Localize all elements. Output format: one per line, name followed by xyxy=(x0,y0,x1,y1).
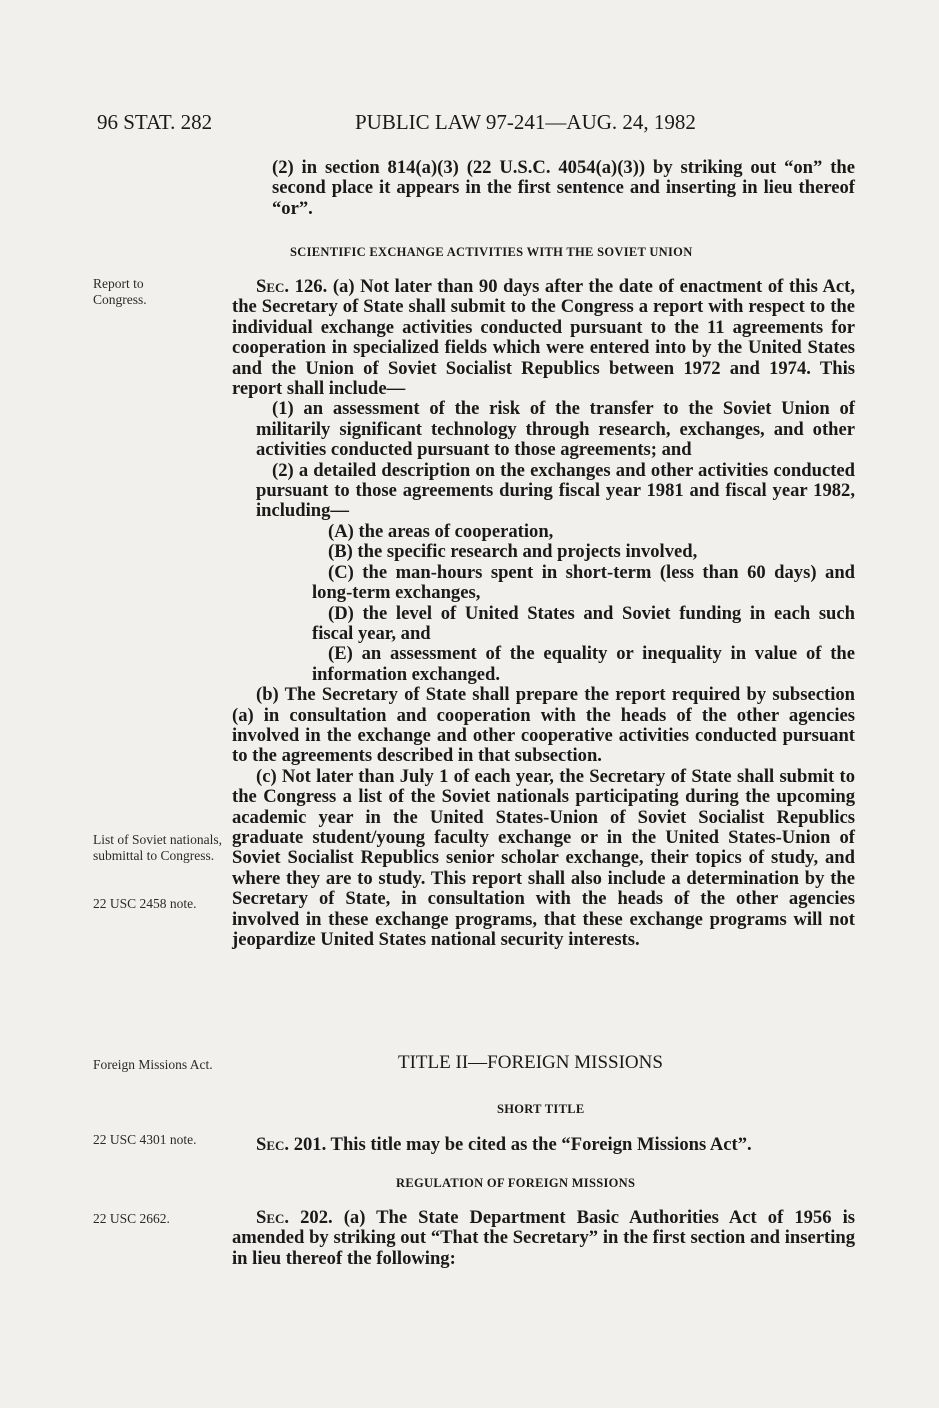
section-126-b: (b) The Secretary of State shall prepare the report required by subsection (a) in consultation and cooperation with the heads of the other agencies involved in the exchange and other cooperative activities conducted pursuant to the agreements described in that subsection. xyxy=(232,684,855,767)
section-126 xyxy=(232,277,855,950)
section-126-sub-e: (E) an assessment of the equality or inequality in value of the information exchanged. xyxy=(312,643,855,685)
section-201 xyxy=(232,1135,855,1155)
margin-note-report: Report to Congress. xyxy=(93,276,147,307)
section-126-a: Sec. 126. (a) Not later than 90 days after the date of enactment of this Act, the Secretary of State shall submit to the Congress a report with respect to the individual exchange activities conducted pursuant to the 11 agreements for cooperation in specialized fields which were entered into by the United States and the Union of Soviet Socialist Republics between 1972 and 1974. This report shall include— xyxy=(232,276,855,400)
heading-regulation: REGULATION OF FOREIGN MISSIONS xyxy=(396,1176,636,1190)
section-201-text: Sec. 201. This title may be cited as the “Foreign Missions Act”. xyxy=(256,1134,752,1155)
sec-label: Sec. xyxy=(256,276,290,297)
section-126-item-2: (2) a detailed description on the exchanges and other activities conducted pursuant to those agreements during fiscal year 1981 and fiscal year 1982, including— xyxy=(256,459,855,522)
margin-note-usc-2458: 22 USC 2458 note. xyxy=(93,896,197,911)
title-ii-heading: TITLE II—FOREIGN MISSIONS xyxy=(398,1052,663,1073)
margin-note-foreign-missions-act: Foreign Missions Act. xyxy=(93,1057,213,1072)
section-126-sub-b: (B) the specific research and projects involved, xyxy=(328,541,698,563)
section-202 xyxy=(232,1208,855,1269)
stat-page-number: 96 STAT. 282 xyxy=(97,110,213,134)
heading-scientific-exchange: SCIENTIFIC EXCHANGE ACTIVITIES WITH THE SOVIET UNION xyxy=(290,245,693,259)
margin-note-usc-4301: 22 USC 4301 note. xyxy=(93,1132,197,1147)
running-header: PUBLIC LAW 97-241—AUG. 24, 1982 xyxy=(355,110,696,134)
section-126-sub-a: (A) the areas of cooperation, xyxy=(328,520,554,542)
margin-note-list: List of Soviet nationals, submittal to Congress. xyxy=(93,832,222,863)
section-126-c: (c) Not later than July 1 of each year, the Secretary of State shall submit to the Congress a list of the Soviet nationals participating during the upcoming academic year in the United States-Union of Soviet Socialist Republics graduate student/young faculty exchange or in the United States-Union of Soviet Socialist Republics senior scholar exchange, their topics of study, and where they are to study. This report shall also include a determination by the Secretary of State, in consultation with the heads of the other agencies involved in these exchange programs, that these exchange programs will not jeopardize United States national security interests. xyxy=(232,765,855,950)
margin-note-usc-2662: 22 USC 2662. xyxy=(93,1211,170,1226)
section-126-item-1: (1) an assessment of the risk of the transfer to the Soviet Union of militarily significant technology through research, exchanges, and other activities conducted pursuant to those agreements; and xyxy=(256,398,855,461)
heading-short-title: SHORT TITLE xyxy=(497,1102,585,1116)
section-202-text: Sec. 202. (a) The State Department Basic Authorities Act of 1956 is amended by striking out “That the Secretary” in the first section and inserting in lieu thereof the following: xyxy=(232,1207,855,1269)
section-126-sub-c: (C) the man-hours spent in short-term (less than 60 days) and long-term exchanges, xyxy=(312,561,855,604)
intro-block xyxy=(232,158,855,219)
section-126-sub-d: (D) the level of United States and Soviet funding in each such fiscal year, and xyxy=(312,602,855,644)
intro-paragraph: (2) in section 814(a)(3) (22 U.S.C. 4054(a)(3)) by striking out “on” the second place it appears in the first sentence and inserting in lieu thereof “or”. xyxy=(272,157,855,219)
